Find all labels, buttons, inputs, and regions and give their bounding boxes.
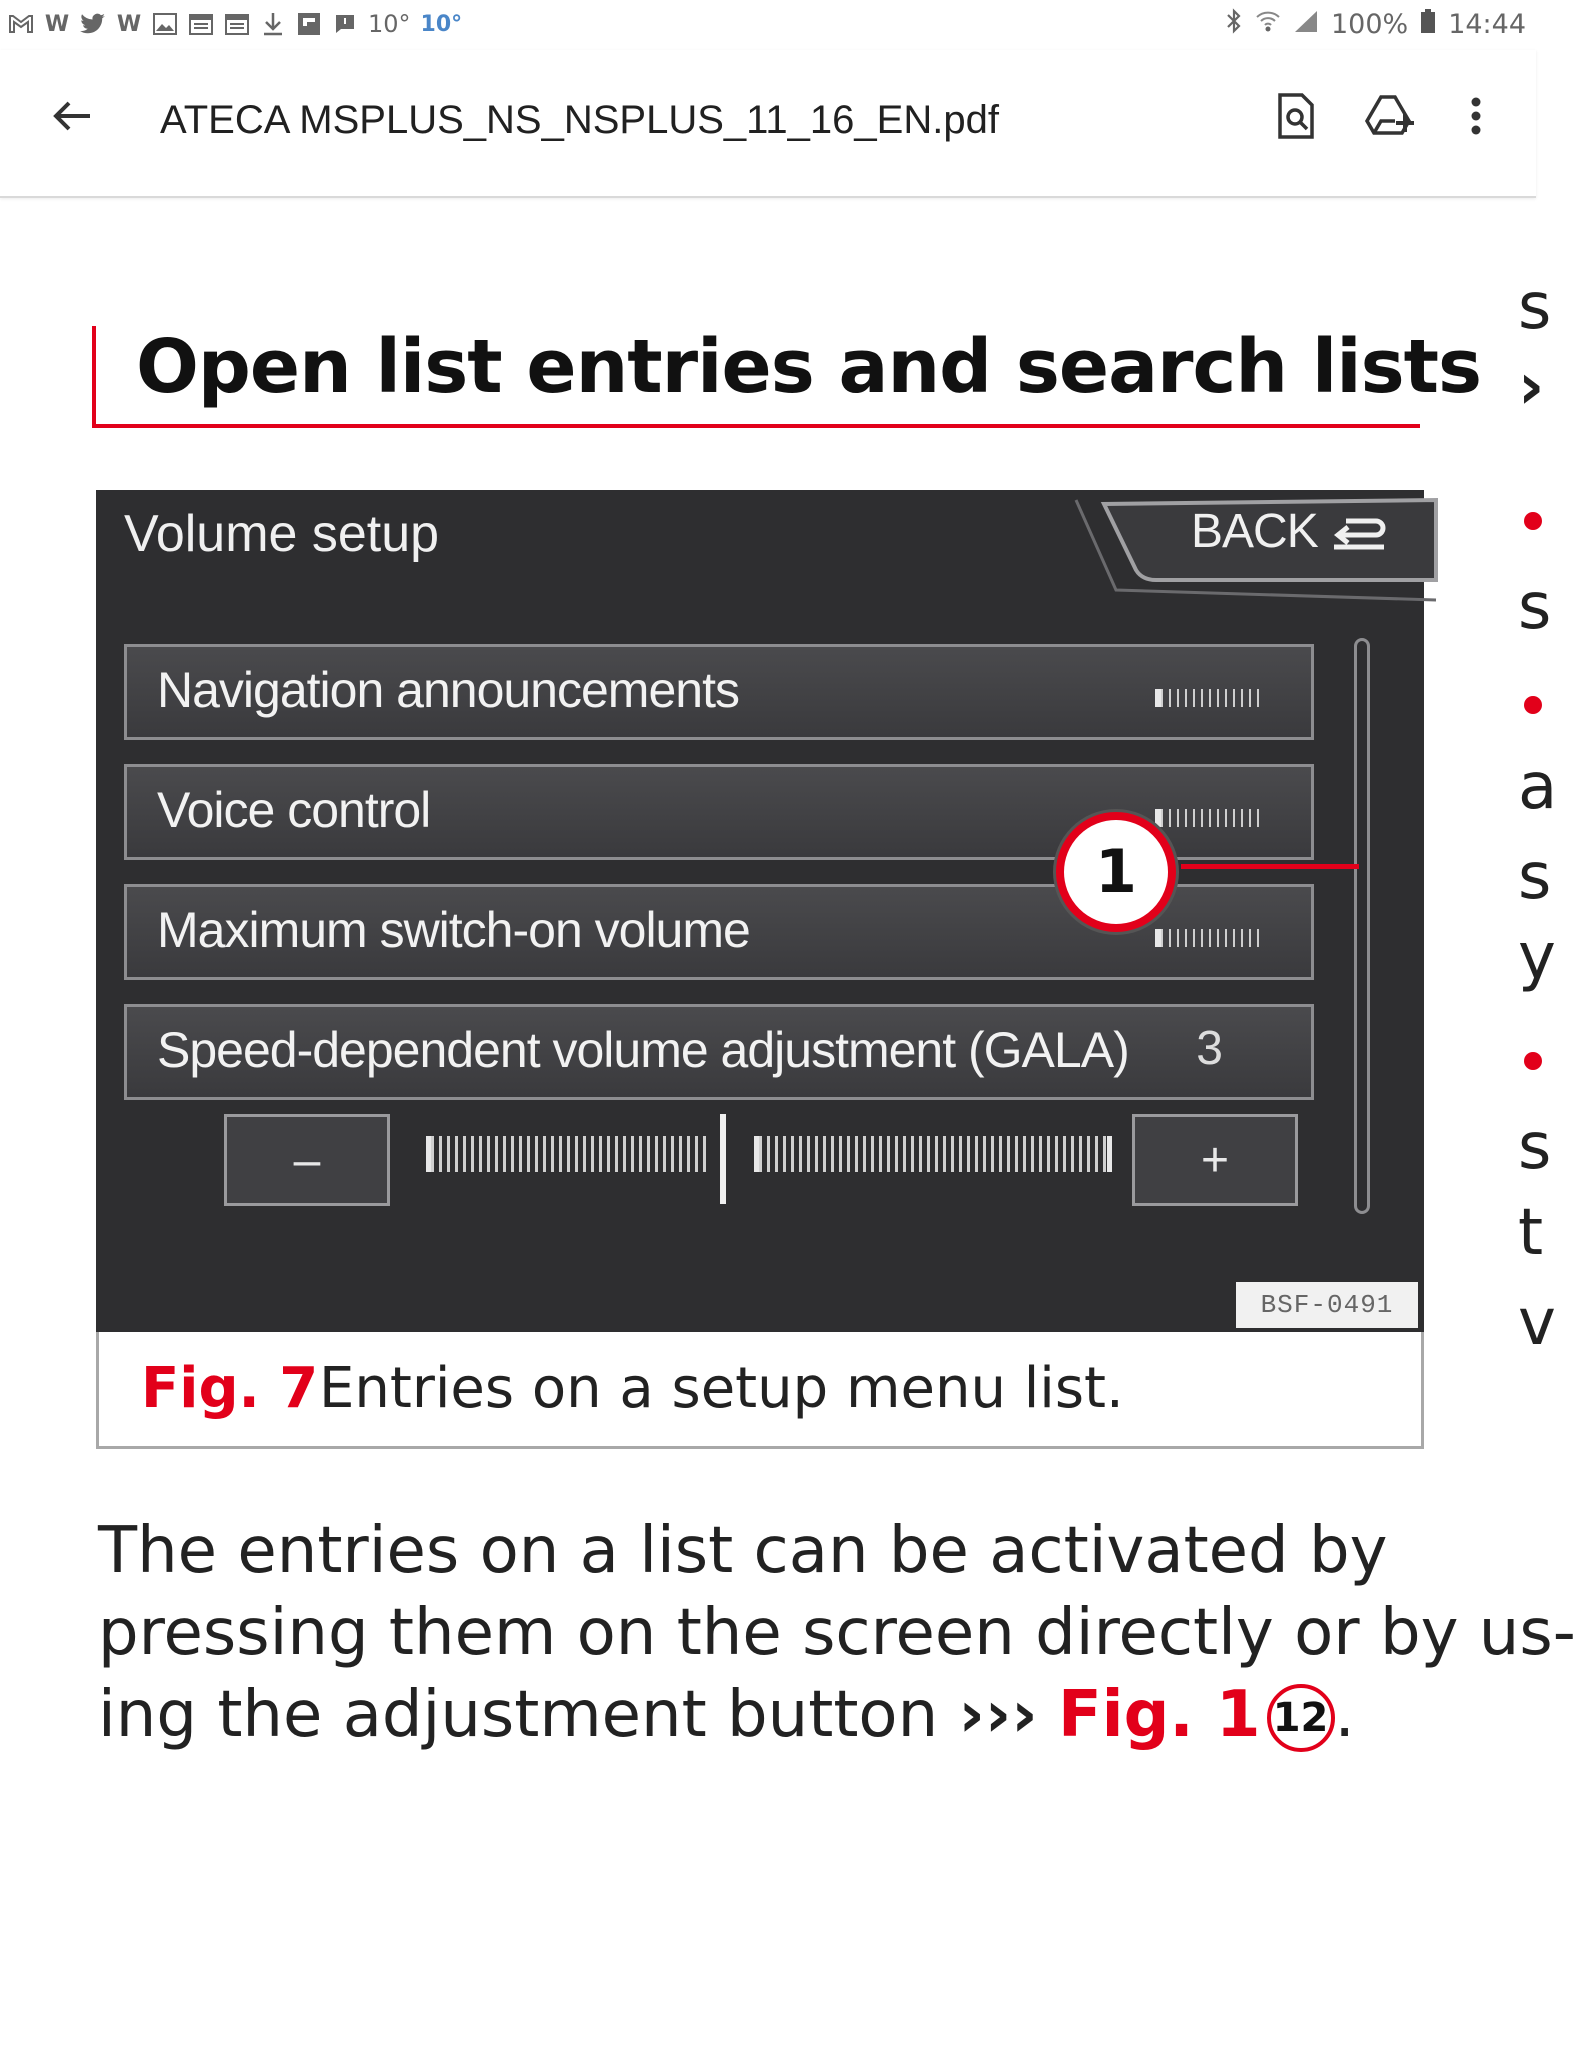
figure-row-label: Voice control (157, 782, 431, 838)
body-paragraph (98, 1510, 1576, 1756)
figure-slider-center (720, 1114, 726, 1204)
clipped-bullet (1524, 696, 1542, 714)
battery-icon (1420, 8, 1436, 41)
figure-screenshot (96, 490, 1424, 1332)
figure-row-value: 3 (1196, 1022, 1223, 1075)
figure-list-row (124, 1004, 1314, 1100)
clipped-bullet (1524, 512, 1542, 530)
figure-caption (96, 1332, 1424, 1449)
clipped-text-fragment: s (1518, 840, 1552, 914)
status-bar (0, 0, 1536, 50)
clipped-text-fragment: y (1518, 920, 1556, 994)
figure-row-label: Maximum switch-on volume (157, 902, 750, 958)
figure-row-label: Speed-dependent volume adjustment (GALA) (157, 1022, 1129, 1078)
callout-line (1181, 864, 1359, 869)
message-icon (332, 11, 358, 37)
body-line: ing the adjustment button ››› Fig. 1 12. (98, 1678, 1355, 1752)
gmail-icon (8, 11, 34, 37)
callout-reference-number: 12 (1267, 1684, 1335, 1752)
bluetooth-icon (1225, 8, 1243, 41)
figure-minus-button: – (224, 1114, 390, 1206)
section-heading: Open list entries and search lists (136, 324, 1482, 410)
body-line: The entries on a list can be activated by (98, 1514, 1388, 1588)
app-bar (0, 50, 1536, 198)
clipped-text-fragment: a (1518, 750, 1558, 824)
clipped-text-fragment: s (1518, 1110, 1552, 1184)
wikipedia-icon: W (44, 11, 70, 37)
figure-code: BSF-0491 (1236, 1282, 1418, 1328)
body-line: pressing them on the screen directly or by us- (98, 1596, 1576, 1670)
back-button[interactable] (44, 88, 100, 144)
figure-list-row (124, 644, 1314, 740)
flipboard-icon (296, 11, 322, 37)
add-to-drive-button[interactable] (1360, 86, 1420, 146)
figure-row-label: Navigation announcements (157, 662, 739, 718)
volume-mini-scale (1155, 689, 1261, 707)
figure-screen-title: Volume setup (124, 505, 440, 563)
volume-mini-scale (1155, 809, 1261, 827)
clock: 14:44 (1448, 8, 1526, 40)
heading-underline (92, 424, 1420, 428)
volume-mini-scale (1155, 929, 1261, 947)
clipped-text-fragment: s (1518, 270, 1552, 344)
notification-icons (8, 6, 462, 42)
chevron-reference-icon: ››› (958, 1678, 1038, 1752)
figure-reference-link[interactable]: Fig. 1 (1057, 1678, 1261, 1752)
document-search-icon (1276, 93, 1316, 139)
wifi-icon (1255, 9, 1281, 40)
system-indicators (1225, 6, 1526, 42)
drive-add-icon (1365, 94, 1415, 138)
clipped-text-fragment: s (1518, 570, 1552, 644)
more-options-button[interactable] (1446, 86, 1506, 146)
calendar-icon (188, 11, 214, 37)
wikipedia-icon: W (116, 11, 142, 37)
figure-caption-text: Entries on a setup menu list. (319, 1356, 1124, 1421)
figure-back-label: BACK (1191, 504, 1388, 559)
figure-label: Fig. 7 (141, 1356, 319, 1421)
heading-accent-bar (92, 326, 96, 428)
document-title: ATECA MSPLUS_NS_NSPLUS_11_16_EN.pdf (160, 98, 999, 142)
figure-plus-button: + (1132, 1114, 1298, 1206)
more-vert-icon (1470, 96, 1482, 136)
clipped-text-fragment: t (1518, 1196, 1544, 1270)
battery-percent: 100% (1330, 8, 1409, 40)
return-arrow-icon (1330, 515, 1388, 553)
clipped-text-fragment: v (1518, 1286, 1556, 1360)
twitter-icon (80, 11, 106, 37)
figure-slider-right (754, 1136, 1112, 1172)
arrow-left-icon (52, 99, 92, 133)
figure-slider-left (426, 1136, 709, 1172)
search-in-document-button[interactable] (1266, 86, 1326, 146)
calendar-icon (224, 11, 250, 37)
figure-scrollbar (1354, 638, 1370, 1214)
download-icon (260, 11, 286, 37)
image-icon (152, 11, 178, 37)
callout-marker: 1 (1056, 812, 1176, 932)
weather-temperature-alt: 10° (420, 11, 463, 37)
weather-temperature: 10° (368, 10, 411, 38)
clipped-text-fragment: › (1518, 350, 1545, 424)
signal-icon (1293, 9, 1319, 40)
clipped-bullet (1524, 1052, 1542, 1070)
